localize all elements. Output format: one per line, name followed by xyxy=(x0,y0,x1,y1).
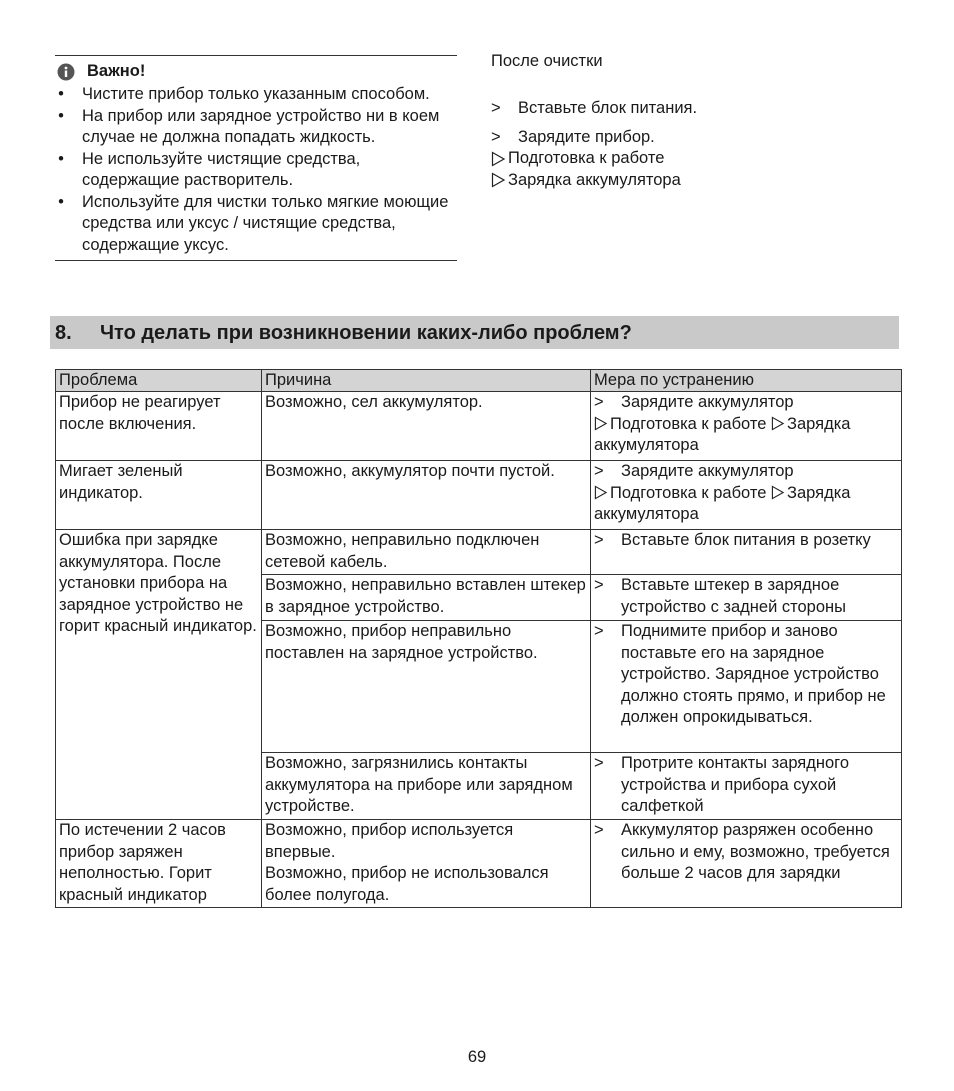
step: > Вставьте блок питания. xyxy=(491,99,698,117)
section-header xyxy=(50,316,899,349)
cause-cell: Возможно, неправильно вставлен штекер в зарядное устройство. xyxy=(262,575,591,621)
action-cell: > Аккумулятор разряжен особенно сильно и ему, возможно, требуется больше 2 часов для зарядки xyxy=(591,820,902,908)
after-cleaning xyxy=(491,51,911,191)
notice-item: • На прибор или зарядное устройство ни в коем случае не должна попадать жидкость. xyxy=(58,106,440,146)
problem-cell: Ошибка при зарядке аккумулятора. После установки прибора на зарядное устройство не горит красный индикатор. xyxy=(56,530,262,820)
triangle-right-icon xyxy=(594,416,608,431)
triangle-right-icon xyxy=(594,485,608,500)
section-title: Что делать при возникновении каких-либо проблем? xyxy=(100,322,632,344)
reference-link[interactable]: Зарядка аккумулятора xyxy=(594,414,851,454)
reference-link[interactable]: Зарядка аккумулятора xyxy=(594,483,851,523)
notice-top-rule xyxy=(55,55,457,56)
problem-cell: Мигает зеленый индикатор. xyxy=(56,461,262,530)
reference-link[interactable]: Подготовка к работе xyxy=(491,148,911,170)
column-header: Проблема xyxy=(56,370,262,392)
column-header: Причина xyxy=(262,370,591,392)
notice-title: Важно! xyxy=(87,62,146,81)
action-cell: > Зарядите аккумулятор Подготовка к работе Зарядка аккумулятора xyxy=(591,392,902,461)
triangle-right-icon xyxy=(491,151,506,167)
cause-cell: Возможно, прибор используется впервые. Возможно, прибор не использовался более полугода. xyxy=(262,820,591,908)
page-number: 69 xyxy=(467,1048,487,1066)
section-number: 8. xyxy=(55,322,72,344)
problem-cell: По истечении 2 часов прибор заряжен неполностью. Горит красный индикатор xyxy=(56,820,262,908)
table-row xyxy=(56,392,902,461)
triangle-right-icon xyxy=(771,416,785,431)
reference-link[interactable]: Подготовка к работе xyxy=(610,414,767,433)
action-cell: > Зарядите аккумулятор Подготовка к работе Зарядка аккумулятора xyxy=(591,461,902,530)
problem-cell: Прибор не реагирует после включения. xyxy=(56,392,262,461)
notice-bottom-rule xyxy=(55,260,457,261)
column-header: Мера по устранению xyxy=(591,370,902,392)
reference-link[interactable]: Подготовка к работе xyxy=(610,483,767,502)
info-icon xyxy=(57,63,75,81)
action-cell: > Вставьте блок питания в розетку xyxy=(591,530,902,575)
notice-item: • Не используйте чистящие средства, содержащие растворитель. xyxy=(58,149,361,189)
cause-cell: Возможно, аккумулятор почти пустой. xyxy=(262,461,591,530)
after-cleaning-heading: После очистки xyxy=(491,52,603,70)
important-notice xyxy=(55,55,457,261)
troubleshooting-table xyxy=(55,369,902,908)
cause-cell: Возможно, неправильно подключен сетевой кабель. xyxy=(262,530,591,575)
table-row xyxy=(56,820,902,908)
table-row xyxy=(56,461,902,530)
step: > Зарядите прибор. xyxy=(491,127,655,146)
action-cell: > Поднимите прибор и заново поставьте его на зарядное устройство. Зарядное устройство должно стоять прямо, и прибор не должен опрокидываться. xyxy=(591,621,902,753)
cause-cell: Возможно, прибор неправильно поставлен на зарядное устройство. xyxy=(262,621,591,753)
reference-link[interactable]: Зарядка аккумулятора xyxy=(491,170,911,192)
action-cell: > Протрите контакты зарядного устройства и прибора сухой салфеткой xyxy=(591,753,902,820)
notice-item: • Используйте для чистки только мягкие моющие средства или уксус / чистящие средства, содержащие уксус. xyxy=(58,192,449,254)
triangle-right-icon xyxy=(491,172,506,188)
notice-item: • Чистите прибор только указанным способом. xyxy=(58,85,430,103)
table-row xyxy=(56,530,902,575)
table-header-row xyxy=(56,370,902,392)
action-cell: > Вставьте штекер в зарядное устройство с задней стороны xyxy=(591,575,902,621)
triangle-right-icon xyxy=(771,485,785,500)
cause-cell: Возможно, сел аккумулятор. xyxy=(262,392,591,461)
cause-cell: Возможно, загрязнились контакты аккумулятора на приборе или зарядном устройстве. xyxy=(262,753,591,820)
